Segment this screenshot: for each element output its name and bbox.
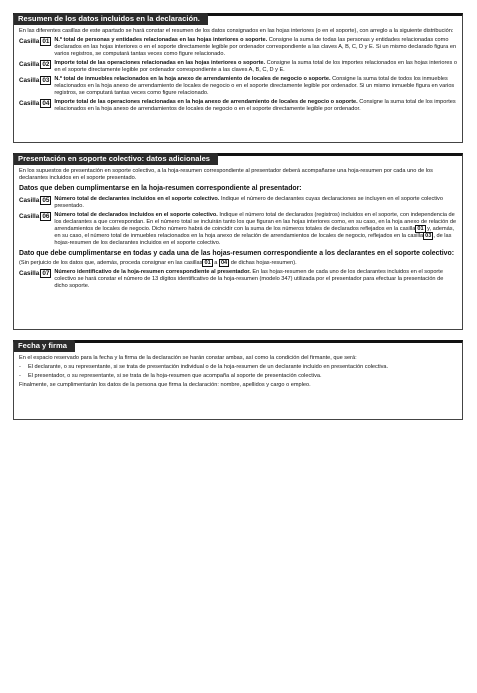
casilla-description: Consigne la suma total de los importes relacionados en la hoja anexo de arrendamientos de locales de negocio o en el soporte directamente legible por ordenador.: [54, 99, 456, 112]
declarant-data-heading: Dato que debe cumplimentarse en todas y cada una de las hojas-resumen correspondiente a los declarantes en el soporte colectivo:: [19, 249, 455, 257]
date-signature-closing: Finalmente, se cumplimentarán los datos de la persona que firma la declaración: nombre, apellidos y cargo o empleo.: [19, 382, 311, 388]
date-signature-title: Fecha y firma: [14, 340, 75, 352]
casilla-heading: N.º total de inmuebles relacionados en la hoja anexo de arrendamiento de locales de negocio o soporte.: [54, 76, 331, 82]
casilla-row-04: [19, 99, 458, 113]
casilla-heading: Importe total de las operaciones relacionadas en la hoja anexo de arrendamiento de locales de negocio o soporte.: [54, 99, 358, 105]
casilla-row-05: [19, 196, 458, 210]
summary-intro: En las diferentes casillas de este apartado se hará constar el resumen de los datos consignados en las hojas interiores (o en el soporte), con arreglo a la siguiente distribución:: [19, 28, 454, 34]
collective-support-section: [13, 153, 463, 330]
casilla-label: Casilla: [19, 212, 40, 220]
casilla-number: 04: [42, 100, 50, 107]
casilla-heading: Número total de declarantes incluidos en el soporte colectivo.: [54, 195, 220, 202]
casilla-row-06: [19, 212, 458, 247]
casilla-description: Consigne la suma de todas las personas y entidades relacionadas como declarados en las hojas interiores o en el soporte directamente legible por ordenador correspondiente a las claves A, B, C, D y E. Si un mismo declarado figura en varios registros, se computará tantas veces como figure relacionado.: [54, 37, 457, 57]
casilla-row-01: [19, 37, 458, 58]
collective-intro: En los supuestos de presentación en soporte colectivo, a la hoja-resumen correspondiente al presentador deberá acompañarse una hoja-resumen por cada uno de los declarantes incluidos en el soporte presentado.: [19, 168, 433, 181]
casilla-description: , de las hojas-resumen de los declarantes incluidos en el soporte colectivo.: [54, 232, 452, 246]
casilla-description: Consigne la suma total de todos los inmuebles relacionados en la hoja anexo de arrendamiento de locales de negocio o en el soporte directamente legible por ordenador. Si un mismo inmueble figura en varios registros, se computará tantas veces como figure relacionado.: [54, 76, 455, 96]
casilla-reference: 04: [220, 260, 228, 266]
casilla-number: 02: [42, 61, 50, 68]
casilla-label: Casilla: [19, 61, 40, 68]
casilla-reference: 01: [204, 260, 211, 266]
casilla-label: Casilla: [19, 270, 40, 277]
casilla-row-02: [19, 60, 458, 74]
casilla-heading: N.º total de personas y entidades relacionadas en las hojas interiores o soporte.: [54, 37, 268, 43]
casilla-number: 03: [42, 77, 50, 84]
casilla-reference: 01: [417, 225, 424, 232]
summary-section: [13, 13, 463, 143]
casilla-row-03: [19, 76, 458, 97]
signer-bullet: - El declarante, o su representante, si se trata de presentación individual o de la hoja-resumen de un declarante incluido en presentación colectiva.: [19, 364, 389, 370]
casilla-number: 07: [42, 270, 50, 277]
casilla-row-07: [19, 269, 458, 290]
casilla-description: Indique el número total de declarados (registros) incluidos en el soporte, con independencia de los declarantes a que correspondan. En el número total se incluirán tanto los que figuran en las hojas interiores como, en su caso, en la hoja anexo de relación de arrendamientos de locales de negocio. Dicho número habrá de coincidir con la suma de los números totales de declarados reflejados en la casilla: [54, 211, 457, 232]
casilla-label: Casilla: [19, 100, 40, 107]
date-signature-section: [13, 340, 463, 420]
casilla-number: 05: [42, 196, 50, 204]
casilla-description: Consigne la suma total de los importes relacionados en las hojas interiores o en el soporte directamente legible por ordenador correspondiente a las claves A, B, C, D y E.: [54, 60, 457, 73]
casilla-label: Casilla: [19, 77, 40, 84]
presenter-data-heading: Datos que deben cumplimentarse en la hoja-resumen correspondiente al presentador:: [19, 185, 302, 192]
casilla-label: Casilla: [19, 38, 40, 45]
summary-section-title: Resumen de los datos incluidos en la declaración.: [14, 13, 208, 25]
casilla-heading: Número identificativo de la hoja-resumen correspondiente al presentador.: [54, 269, 251, 275]
casilla-number: 06: [42, 212, 50, 220]
casilla-description: En las hojas-resumen de cada uno de los declarantes incluidos en el soporte colectivo se hará constar el número de 13 dígitos identificativo de la hoja-resumen (modelo 347) utilizada por el presentador para efectuar la presentación de dicho soporte.: [54, 269, 444, 289]
casilla-reference: 03: [425, 232, 432, 239]
casilla-heading: Número total de declarados incluidos en el soporte colectivo.: [54, 211, 218, 218]
signer-bullet: - El presentador, o su representante, si se trata de la hoja-resumen que acompaña al soporte de presentación colectiva.: [19, 373, 322, 379]
declarant-note: (Sin perjuicio de los datos que, además, proceda consignar en las casillas 01 a 04 de dichas hojas-resumen).: [19, 260, 297, 266]
collective-section-title: Presentación en soporte colectivo: datos adicionales: [14, 153, 218, 165]
casilla-label: Casilla: [19, 196, 40, 204]
date-signature-intro: En el espacio reservado para la fecha y la firma de la declaración se harán constar ambas, así como la condición del firmante, que será:: [19, 355, 357, 361]
casilla-description: Indique el número de declarantes cuyas declaraciones se incluyen en el soporte colectivo presentado.: [54, 195, 443, 209]
casilla-description: y, además, en su caso, el número total de inmuebles relacionados en la hoja anexo de relación de arrendamientos de locales de negocio, reflejados en la casilla: [54, 225, 455, 239]
casilla-heading: Importe total de las operaciones relacionadas en las hojas interiores o soporte.: [54, 60, 266, 66]
casilla-number: 01: [42, 38, 50, 45]
